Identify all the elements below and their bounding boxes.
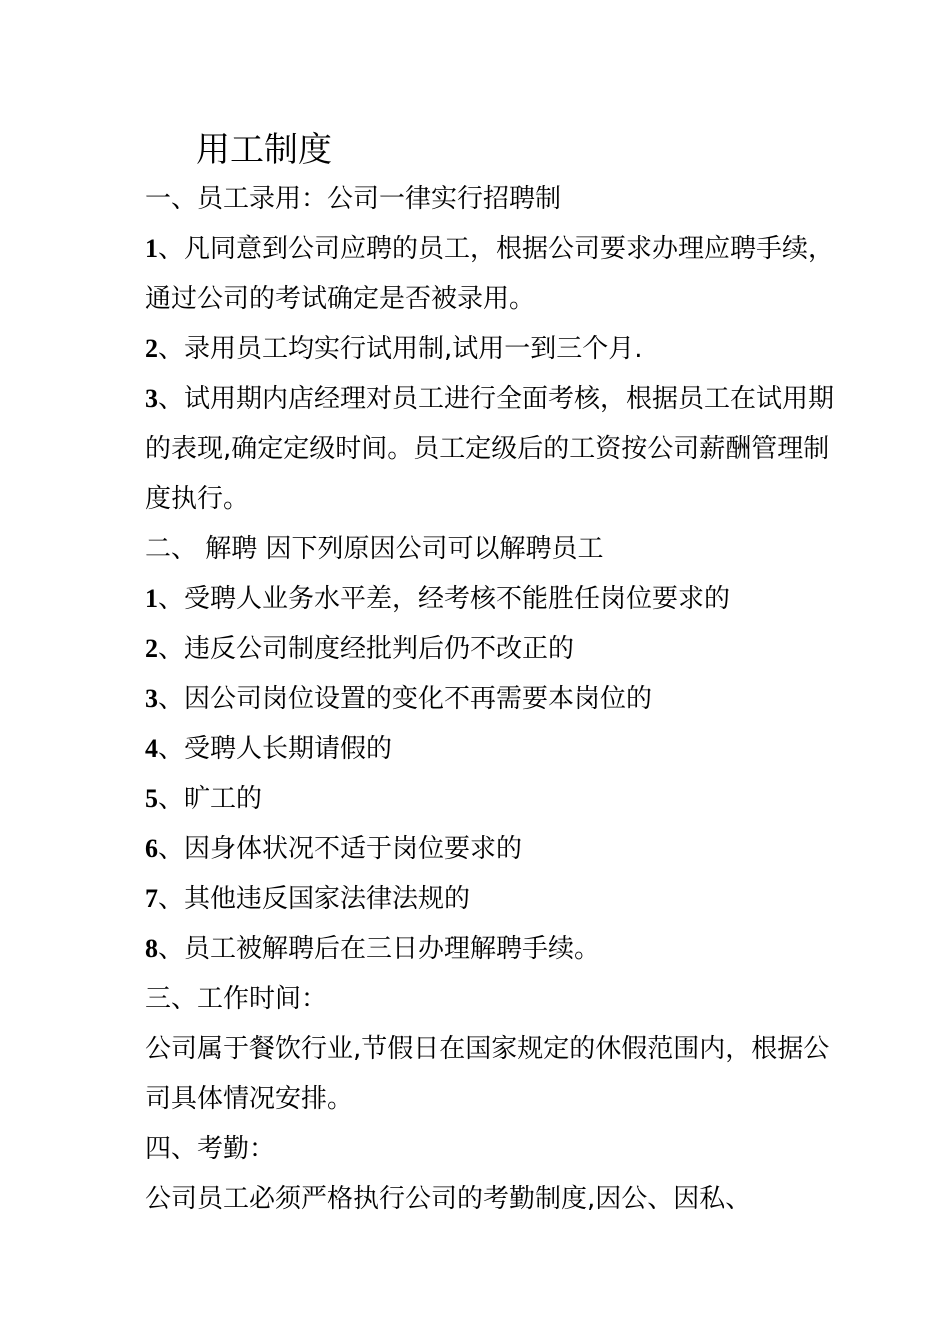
item-number: 7 [145,884,158,913]
paragraph-text: 、其他违反国家法律法规的 [158,884,471,914]
paragraph-text: 、受聘人业务水平差，经考核不能胜任岗位要求的 [158,584,731,614]
section-heading-attendance [145,1124,845,1174]
item-number: 6 [145,834,158,863]
item-number: 3 [145,684,158,713]
list-item [145,874,845,924]
paragraph-text: 、录用员工均实行试用制,试用一到三个月. [158,334,643,364]
item-number: 8 [145,934,158,963]
paragraph-text: 一、员工录用：公司一律实行招聘制 [145,184,562,214]
section-heading-employment [145,174,845,224]
list-item [145,924,845,974]
paragraph-text: 、因身体状况不适于岗位要求的 [158,834,523,864]
paragraph-text: 公司员工必须严格执行公司的考勤制度,因公、因私、 [145,1184,752,1214]
paragraph-text: 三、工作时间： [145,984,328,1014]
item-number: 2 [145,334,158,363]
paragraph-text: 、凡同意到公司应聘的员工，根据公司要求办理应聘手续，通过公司的考试确定是否被录用。 [145,234,835,314]
paragraph-text: 四、考勤： [145,1134,276,1164]
item-number: 1 [145,234,158,263]
paragraph-text: 、受聘人长期请假的 [158,734,393,764]
section-heading-working-hours [145,974,845,1024]
item-number: 3 [145,384,158,413]
item-number: 2 [145,634,158,663]
list-item [145,574,845,624]
item-number: 5 [145,784,158,813]
paragraph [145,1024,845,1124]
list-item [145,624,845,674]
list-item [145,374,845,524]
section-heading-dismissal [145,524,845,574]
paragraph-text: 、员工被解聘后在三日办理解聘手续。 [158,934,601,964]
item-number: 1 [145,584,158,613]
paragraph-text: 、试用期内店经理对员工进行全面考核，根据员工在试用期的表现,确定定级时间。员工定级后的工资按公司薪酬管理制度执行。 [145,384,835,514]
paragraph-text: 、因公司岗位设置的变化不再需要本岗位的 [158,684,653,714]
paragraph-text: 公司属于餐饮行业,节假日在国家规定的休假范围内，根据公司具体情况安排。 [145,1034,830,1114]
list-item [145,724,845,774]
paragraph [145,1174,845,1224]
list-item [145,324,845,374]
item-number: 4 [145,734,158,763]
document-title: 用工制度 [196,130,332,170]
list-item [145,824,845,874]
list-item [145,224,845,324]
paragraph-text: 、旷工的 [158,784,263,814]
paragraph-text: 二、 解聘 因下列原因公司可以解聘员工 [145,534,604,564]
paragraph-text: 、违反公司制度经批判后仍不改正的 [158,634,575,664]
list-item [145,774,845,824]
list-item [145,674,845,724]
document-body [145,174,845,1224]
